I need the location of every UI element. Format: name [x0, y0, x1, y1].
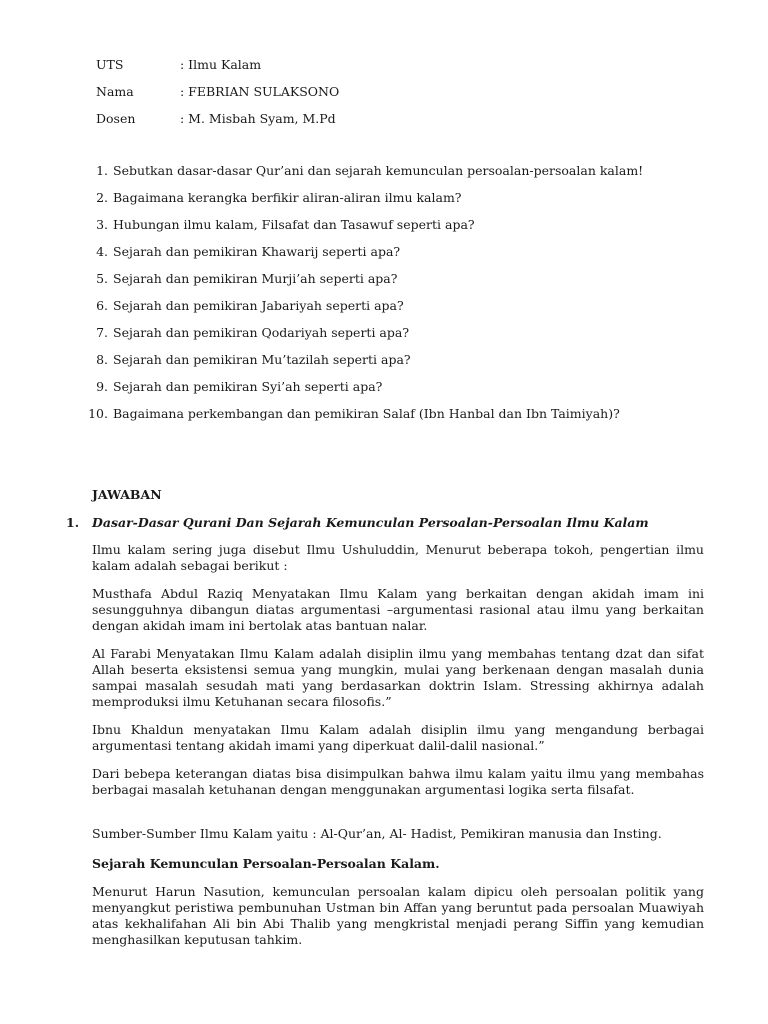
- header-value: : FEBRIAN SULAKSONO: [180, 84, 340, 99]
- question-item: [84, 406, 704, 433]
- question-text: Sejarah dan pemikiran Murji’ah seperti apa?: [113, 271, 398, 286]
- header-value: : M. Misbah Syam, M.Pd: [180, 111, 336, 126]
- header-label: Nama: [96, 84, 134, 99]
- paragraph-sources: Sumber-Sumber Ilmu Kalam yaitu : Al-Qur’an, Al- Hadist, Pemikiran manusia dan Insting.: [92, 826, 662, 841]
- section-title: Dasar-Dasar Qurani Dan Sejarah Kemunculan Persoalan-Persoalan Ilmu Kalam: [92, 515, 649, 530]
- header-row-uts: [96, 57, 716, 75]
- question-item: [84, 217, 704, 244]
- paragraph-intro: Ilmu kalam sering juga disebut Ilmu Ushuluddin, Menurut beberapa tokoh, pengertian ilmu kalam adalah sebagai berikut :: [92, 542, 704, 573]
- question-item: [84, 244, 704, 271]
- question-item: [84, 379, 704, 406]
- question-text: Sebutkan dasar-dasar Qur’ani dan sejarah kemunculan persoalan-persoalan kalam!: [113, 163, 644, 178]
- question-number: 2.: [96, 190, 108, 205]
- section-number: 1.: [66, 515, 80, 530]
- question-text: Sejarah dan pemikiran Syi’ah seperti apa?: [113, 379, 383, 394]
- question-number: 5.: [96, 271, 108, 286]
- question-item: [84, 298, 704, 325]
- question-number: 10.: [88, 406, 108, 421]
- paragraph-ibnu-khaldun: Ibnu Khaldun menyatakan Ilmu Kalam adalah disiplin ilmu yang mengandung berbagai argumentasi tentang akidah imami yang diperkuat dalil-dalil nasional.”: [92, 722, 704, 753]
- question-item: [84, 190, 704, 217]
- header-value: : Ilmu Kalam: [180, 57, 262, 72]
- question-text: Hubungan ilmu kalam, Filsafat dan Tasawuf seperti apa?: [113, 217, 475, 232]
- paragraph-conclusion: Dari bebepa keterangan diatas bisa disimpulkan bahwa ilmu kalam yaitu ilmu yang membahas berbagai masalah ketuhanan dengan menggunakan argumentasi logika serta filsafat.: [92, 766, 704, 797]
- question-text: Sejarah dan pemikiran Jabariyah seperti apa?: [113, 298, 404, 313]
- header-row-nama: [96, 84, 716, 102]
- answers-heading: JAWABAN: [92, 487, 162, 502]
- question-number: 8.: [96, 352, 108, 367]
- subheading-history: Sejarah Kemunculan Persoalan-Persoalan Kalam.: [92, 856, 440, 871]
- header-row-dosen: [96, 111, 716, 129]
- question-text: Bagaimana kerangka berfikir aliran-aliran ilmu kalam?: [113, 190, 462, 205]
- question-number: 4.: [96, 244, 108, 259]
- paragraph-musthafa: Musthafa Abdul Raziq Menyatakan Ilmu Kalam yang berkaitan dengan akidah imam ini sesungguhnya dibangun diatas argumentasi –argumentasi rasional atau ilmu yang berkaitan dengan akidah imam ini bertolak atas bantuan nalar.: [92, 586, 704, 633]
- question-number: 7.: [96, 325, 108, 340]
- question-list: [84, 163, 704, 433]
- question-text: Sejarah dan pemikiran Qodariyah seperti apa?: [113, 325, 410, 340]
- question-item: [84, 163, 704, 190]
- question-number: 9.: [96, 379, 108, 394]
- paragraph-history: Menurut Harun Nasution, kemunculan persoalan kalam dipicu oleh persoalan politik yang menyangkut peristiwa pembunuhan Ustman bin Affan yang beruntut pada persoalan Muawiyah atas kekhalifahan Ali bin Abi Thalib yang mengkristal menjadi perang Siffin yang kemudian menghasilkan keputusan tahkim.: [92, 884, 704, 947]
- question-item: [84, 325, 704, 352]
- header-label: UTS: [96, 57, 124, 72]
- question-item: [84, 352, 704, 379]
- question-text: Bagaimana perkembangan dan pemikiran Salaf (Ibn Hanbal dan Ibn Taimiyah)?: [113, 406, 620, 421]
- question-number: 6.: [96, 298, 108, 313]
- header-label: Dosen: [96, 111, 136, 126]
- paragraph-al-farabi: Al Farabi Menyatakan Ilmu Kalam adalah disiplin ilmu yang membahas tentang dzat dan sifat Allah beserta eksistensi semua yang mungkin, mulai yang berkenaan dengan masalah dunia sampai masalah sesudah mati yang berdasarkan doktrin Islam. Stressing akhirnya adalah memproduksi ilmu Ketuhanan secara filosofis.”: [92, 646, 704, 709]
- question-number: 3.: [96, 217, 108, 232]
- question-text: Sejarah dan pemikiran Mu’tazilah seperti apa?: [113, 352, 411, 367]
- question-number: 1.: [96, 163, 108, 178]
- question-text: Sejarah dan pemikiran Khawarij seperti apa?: [113, 244, 401, 259]
- question-item: [84, 271, 704, 298]
